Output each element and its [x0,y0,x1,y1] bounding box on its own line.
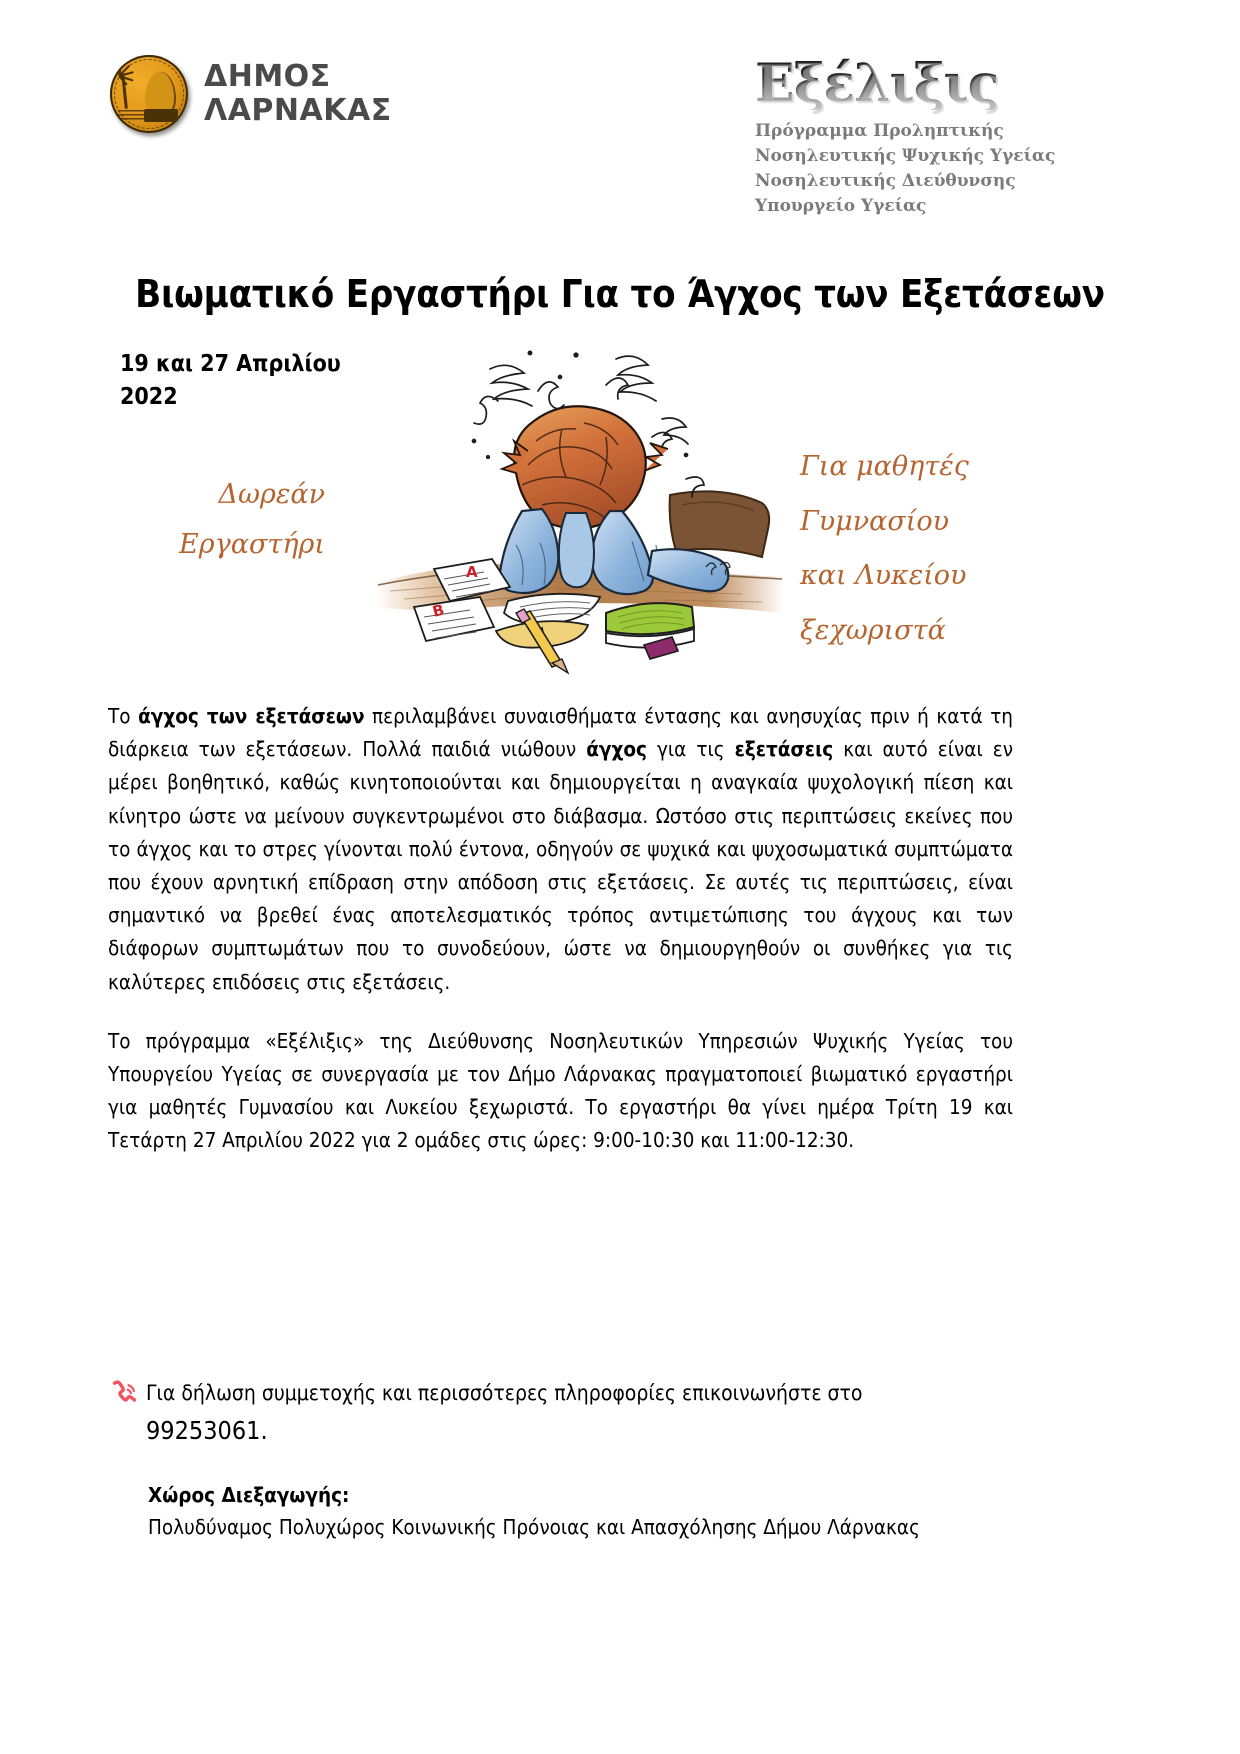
green-book-shape [606,603,694,647]
paragraph-1 [108,700,1013,999]
audience-note [800,440,1060,658]
chair-shape [670,491,770,557]
larnaca-seal-icon [110,55,188,133]
p1-bold1: άγχος των εξετάσεων [138,704,365,728]
event-date [120,348,341,413]
water-lines-shape [118,110,144,120]
free-workshop-line1: Δωρεάν [218,479,325,510]
svg-text:B: B [430,600,447,621]
p1-seg3: για τις [646,737,735,762]
municipality-logo [110,55,392,133]
contact-row [112,1378,1017,1410]
venue-label: Χώρος Διεξαγωγής: [148,1483,350,1507]
event-date-line2: 2022 [120,383,178,410]
stressed-student-illustration [370,345,790,690]
audience-line4: ξεχωριστά [800,614,946,646]
program-subtitle-line1: Πρόγραμμα Προληπτικής [755,121,1004,141]
program-subtitle-line3: Νοσηλευτικής Διεύθυνσης [755,171,1016,192]
p1-bold2: άγχος [586,737,647,762]
program-subtitle-line4: Υπουργείο Υγείας [755,196,927,217]
audience-line3: και Λυκείου [800,560,967,592]
venue-block [148,1480,1048,1544]
contact-text: Για δήλωση συμμετοχής και περισσότερες πληροφορίες επικοινωνήστε στο [146,1381,863,1405]
contact-phone-number[interactable]: 99253061. [146,1416,268,1445]
body-copy [108,700,1013,1184]
program-subtitle [755,119,1175,220]
p1-seg2: περιλαμβάνει συναισθήματα έντασης και ανησυχίας πριν ή κατά τη διάρκεια των εξετάσεων. Πολλά παιδιά νιώθουν [108,704,1014,762]
audience-line2: Γυμνασίου [800,505,950,537]
palm-fronds-icon [114,67,140,85]
paragraph-2: Το πρόγραμμα «Εξέλιξις» της Διεύθυνσης Νοσηλευτικών Υπηρεσιών Ψυχικής Υγείας του Υπουργείου Υγείας σε συνεργασία με τον Δήμο Λάρνακας πραγματοποιεί βιωματικό εργαστήρι για μαθητές Γυμνασίου και Λυκείου ξεχωριστά. Το εργαστήρι θα γίνει ημέρα Τρίτη 19 και Τετάρτη 27 Απριλίου 2022 για 2 ομάδες στις ώρες: 9:00-10:30 και 11:00-12:30. [108,1028,1013,1153]
contact-block [112,1378,1017,1450]
page-header [0,0,1240,245]
municipality-logo-line1: ΔΗΜΟΣ [204,59,331,95]
municipality-logo-text [204,60,392,127]
phone-icon [112,1380,138,1410]
venue-address: Πολυδύναμος Πολυχώρος Κοινωνικής Πρόνοιας και Απασχόλησης Δήμου Λάρνακας [148,1514,920,1539]
program-wordmark: Εξέλιξις [755,58,1175,110]
program-logo [755,53,1175,220]
plinth-shape [144,109,178,122]
free-workshop-note [120,470,325,570]
program-subtitle-line2: Νοσηλευτικής Ψυχικής Υγείας [755,146,1056,167]
event-date-line1: 19 και 27 Απριλίου [120,351,341,377]
p1-bold3: εξετάσεις [734,737,834,762]
p1-seg4: και αυτό είναι εν μέρει βοηθητικό, καθώς κινητοποιούνται και δημιουργείται η αναγκαία ψυχολογική πίεση και κίνητρο ώστε να μείνουν συγκεντρωμένοι στο διάβασμα. Ωστόσο στις περιπτώσεις εκείνες που το άγχος και το στρες γίνονται πολύ έντονα, οδηγούν σε ψυχικά και ψυχοσωματικά συμπτώματα που έχουν αρνητική επίδραση στην απόδοση στις εξετάσεις. Σε αυτές τις περιπτώσεις, είναι σημαντικό να βρεθεί ένας αποτελεσματικός τρόπος αντιμετώπισης του άγχους και των διάφορων συμπτωμάτων που το συνοδεύουν, ώστε να δημιουργηθούν οι συνθήκες για τις καλύτερες επιδόσεις στις εξετάσεις. [108,737,1013,994]
municipality-logo-line2: ΛΑΡΝΑΚΑΣ [204,93,392,128]
svg-text:A: A [466,563,478,581]
audience-line1: Για μαθητές [800,451,969,482]
page-title: Βιωματικό Εργαστήρι Για το Άγχος των Εξετάσεων [135,272,1105,316]
p1-seg1: Το [108,704,139,728]
free-workshop-line2: Εργαστήρι [179,528,325,560]
